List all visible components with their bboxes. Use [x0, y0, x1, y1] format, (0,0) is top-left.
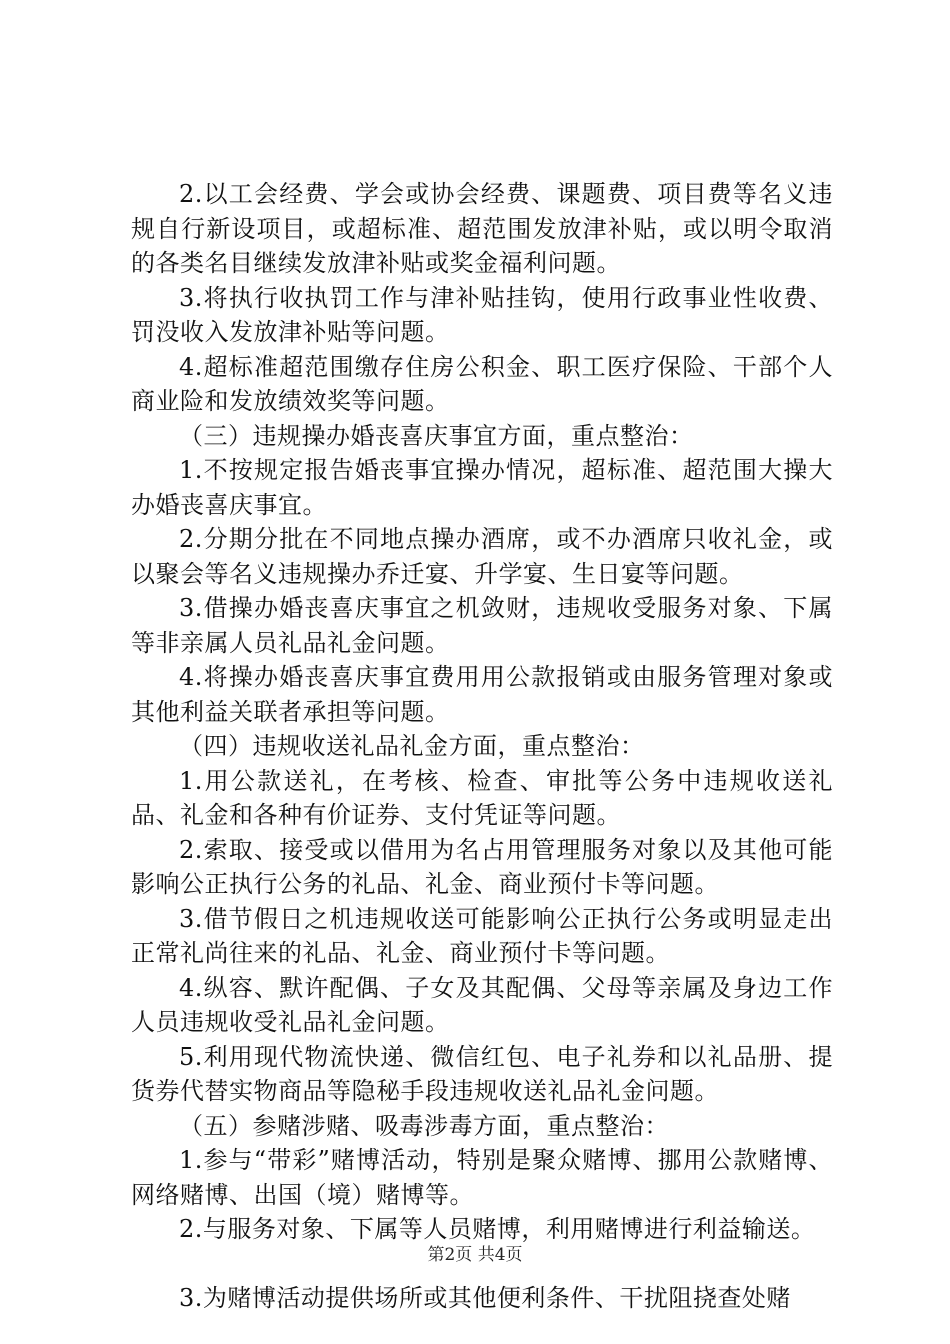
paragraph: 1.不按规定报告婚丧事宜操办情况，超标准、超范围大操大办婚丧喜庆事宜。 [131, 456, 833, 519]
paragraph: 3.为赌博活动提供场所或其他便利条件、干扰阻挠查处赌 [179, 1283, 791, 1312]
paragraph: 4.将操办婚丧喜庆事宜费用用公款报销或由服务管理对象或其他利益关联者承担等问题。 [131, 663, 833, 726]
paragraph: 2.索取、接受或以借用为名占用管理服务对象以及其他可能影响公正执行公务的礼品、礼金、商业预付卡等问题。 [131, 835, 833, 898]
paragraph: 1.参与“带彩”赌博活动，特别是聚众赌博、挪用公款赌博、网络赌博、出国（境）赌博等。 [131, 1146, 833, 1209]
paragraph: 2.以工会经费、学会或协会经费、课题费、项目费等名义违规自行新设项目，或超标准、超范围发放津补贴，或以明令取消的各类名目继续发放津补贴或奖金福利问题。 [131, 180, 833, 277]
document-body [131, 177, 833, 1315]
paragraph: 3.借操办婚丧喜庆事宜之机敛财，违规收受服务对象、下属等非亲属人员礼品礼金问题。 [131, 594, 833, 657]
paragraph: 3.借节假日之机违规收送可能影响公正执行公务或明显走出正常礼尚往来的礼品、礼金、商业预付卡等问题。 [131, 904, 833, 967]
paragraph: 2.分期分批在不同地点操办酒席，或不办酒席只收礼金，或以聚会等名义违规操办乔迁宴、升学宴、生日宴等问题。 [131, 525, 833, 588]
paragraph: 4.纵容、默许配偶、子女及其配偶、父母等亲属及身边工作人员违规收受礼品礼金问题。 [131, 973, 833, 1036]
paragraph: 5.利用现代物流快递、微信红包、电子礼券和以礼品册、提货券代替实物商品等隐秘手段违规收送礼品礼金问题。 [131, 1042, 833, 1105]
paragraph: 1.用公款送礼，在考核、检查、审批等公务中违规收送礼品、礼金和各种有价证券、支付凭证等问题。 [131, 766, 833, 829]
section-heading: （五）参赌涉赌、吸毒涉毒方面，重点整治： [179, 1111, 669, 1140]
paragraph: 2.与服务对象、下属等人员赌博，利用赌博进行利益输送。 [179, 1215, 816, 1243]
section-heading: （三）违规操办婚丧喜庆事宜方面，重点整治： [179, 421, 694, 450]
page-footer [0, 1244, 950, 1266]
page-number: 第2页 共4页 [427, 1245, 523, 1265]
paragraph: 4.超标准超范围缴存住房公积金、职工医疗保险、干部个人商业险和发放绩效奖等问题。 [131, 352, 833, 415]
section-heading: （四）违规收送礼品礼金方面，重点整治： [179, 732, 645, 760]
paragraph: 3.将执行收执罚工作与津补贴挂钩，使用行政事业性收费、罚没收入发放津补贴等问题。 [131, 283, 833, 346]
